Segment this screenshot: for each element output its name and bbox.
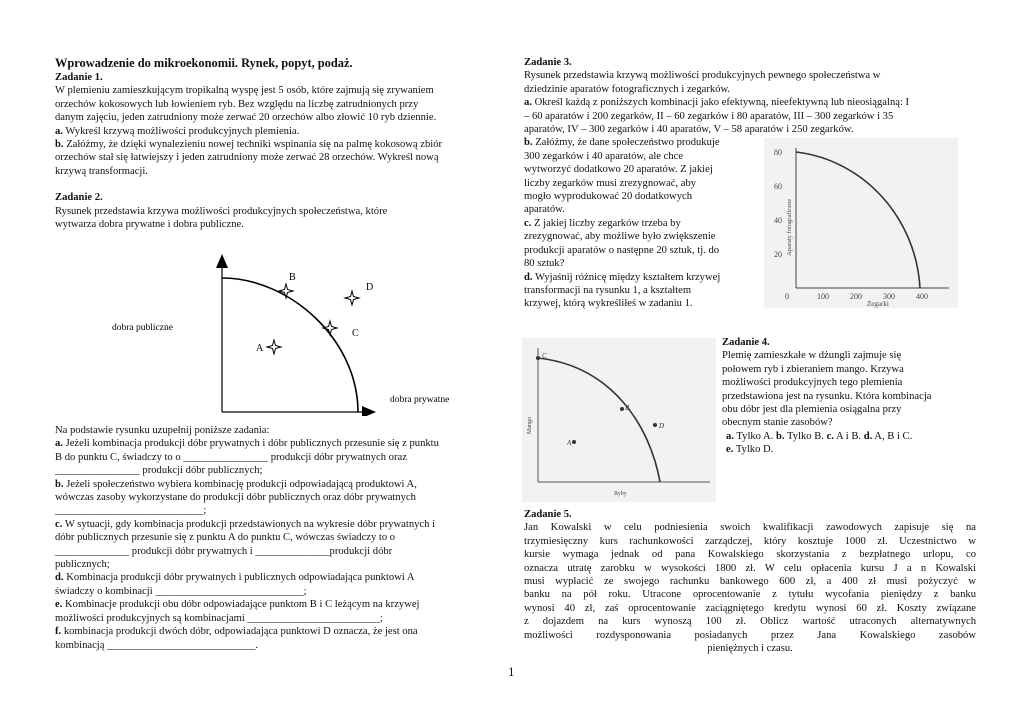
label-b: B [289, 272, 296, 283]
y-axis-arrow [216, 254, 228, 268]
task2-d: d. Kombinacja produkcji dóbr prywatnych i publicznych odpowiadająca punktowi A [55, 572, 415, 584]
task2-line: ____________________________; [55, 505, 207, 517]
x-axis-label: dobra prywatne [390, 395, 450, 405]
task3-bcd [524, 136, 764, 310]
point-a [572, 440, 576, 444]
task3-line: 80 sztuk? [524, 258, 565, 270]
task2-questions [55, 424, 495, 652]
task2-c: c. W sytuacji, gdy kombinacja produkcji przedstawionych na wykresie dóbr prywatnych i [55, 518, 436, 530]
x-axis-label: Ryby [614, 491, 627, 497]
point-d [653, 423, 657, 427]
task2-line: ________________ produkcji dóbr publicznych; [55, 465, 263, 477]
task5-line: banku na pół roku. Utracone oprocentowanie z tytułu wycofania pieniędzy z banku [524, 589, 976, 601]
label-c: C [542, 352, 547, 360]
task2-b: b. Jeżeli społeczeństwo wybiera kombinację produkcji odpowiadającą produktowi A, [55, 478, 417, 490]
label-a: A [567, 439, 572, 447]
task1-b: b. Załóżmy, że dzięki wynalezieniu nowej techniki wspinania się na palmę kokosową zbiór [55, 139, 443, 151]
ppf-curve [222, 278, 358, 412]
task2-a: a. Jeżeli kombinacja produkcji dóbr prywatnych i dóbr publicznych przesunie się z punktu [55, 438, 439, 450]
task5-line: musi wypłacić ze swojego rachunku bankowego 600 zł, a 400 zł musi pożyczyć w [524, 576, 976, 588]
task3-line: aparatów. [524, 204, 565, 216]
task2-intro: Na podstawie rysunku uzupełnij poniższe zadania: [55, 425, 270, 436]
task5-line: trzymiesięczny kurs rachunkowości zarządczej, który kosztuje 1000 zł. Uczestnictwo w [524, 535, 976, 547]
left-column [55, 56, 495, 231]
point-a-star [267, 340, 281, 354]
task3-line: dziedzinie aparatów fotograficznych i zegarków. [524, 83, 731, 95]
task1-line: orzechów kokosowych lub łowieniem ryb. Bez względu na liczbę zatrudnionych przy [55, 98, 419, 110]
task1-heading: Zadanie 1. [55, 72, 103, 83]
task3-line: krzywej, którą wykreśliłeś w zadaniu 1. [524, 298, 693, 310]
task4-text [722, 336, 982, 457]
ppf-curve [538, 358, 660, 482]
task5-line: pieniężnych i czasu. [707, 643, 793, 655]
task2-line: ______________ produkcji dóbr prywatnych i ______________produkcji dóbr [55, 545, 393, 557]
label-d: D [366, 282, 374, 293]
y-tick: 40 [774, 216, 782, 225]
task4-line: obu dóbr jest dla plemienia osiągalna przy [722, 404, 902, 416]
task5-line: Jan Kowalski w celu podniesienia swoich kwalifikacji zawodowych zapisuje się na [524, 522, 976, 534]
task2-line: dóbr publicznych przesunie się z punktu A do punktu C, wówczas świadczy to o [55, 532, 396, 544]
task3-line: produkcji aparatów o następne 20 sztuk, tj. do [524, 244, 720, 256]
y-axis-label: dobra publiczne [112, 323, 173, 333]
task3-b: b. Załóżmy, że dane społeczeństwo produkuje [524, 137, 720, 149]
ppf-diagram-public-private [100, 252, 470, 416]
task2-e: e. Kombinacje produkcji obu dóbr odpowiadające punktom B i C leżącym na krzywej [55, 599, 420, 611]
y-tick: 20 [774, 250, 782, 259]
task4-line: połowem ryb i zbieraniem mango. Krzywa [722, 363, 904, 375]
ppf-chart-mango-fish [522, 338, 716, 502]
task3-line: wytworzyć dodatkowo 20 aparatów. Z jakiej [524, 164, 713, 176]
task5-line: z dojazdem na kurs wynoszą 100 zł. Oblicz wartość utraconych alternatywnych [524, 616, 976, 628]
x-tick: 400 [916, 292, 928, 301]
task3-line: transformacji na rysunku 1, a kształtem [524, 284, 692, 296]
point-b [620, 407, 624, 411]
task3-line: liczby zegarków musi zrezygnować, aby [524, 177, 697, 189]
task4-line: możliwości produkcyjnych tego plemienia [722, 377, 903, 389]
page-number: 1 [508, 664, 515, 679]
x-tick: 0 [785, 292, 789, 301]
task3-line: – 60 aparatów i 200 zegarków, II – 60 zegarków i 80 aparatów, III – 300 zegarków i 35 [524, 110, 894, 122]
task5-line: kursie wymaga jednak od pana Kowalskiego skorzystania z bezpłatnego urlopu, co [524, 549, 976, 561]
x-tick: 300 [883, 292, 895, 301]
task2-f: f. kombinacja produkcji dwóch dóbr, odpowiadająca punktowi D oznacza, że jest ona [55, 626, 418, 638]
task2-line: świadczy o kombinacji ____________________________; [55, 585, 307, 597]
x-tick: 100 [817, 292, 829, 301]
label-b: B [625, 404, 630, 412]
task3-c: c. Z jakiej liczby zegarków trzeba by [524, 217, 681, 229]
x-tick: 200 [850, 292, 862, 301]
task1-a: a. Wykreśl krzywą możliwości produkcyjnych plemienia. [55, 125, 300, 137]
task4-line: przedstawiona jest na rysunku. Która kombinacja [722, 390, 932, 402]
y-tick: 80 [774, 148, 782, 157]
task5-body [524, 521, 976, 655]
task1-line: W plemieniu zamieszkującym tropikalną wyspę jest 5 osób, które zajmują się zrywaniem [55, 85, 434, 97]
y-axis-label: Mango [527, 417, 533, 434]
task1-line: danym zajęciu, jeden zatrudniony może zerwać 20 orzechów albo złowić 10 ryb dziennie. [55, 112, 437, 124]
task3-line: zrezygnować, aby możliwe było zwiększenie [524, 231, 716, 243]
task1-line: orzechów stał się łatwiejszy i jeden zatrudniony może zerwać 28 orzechów. Wykreśl nową [55, 152, 439, 164]
task4-options: a. Tylko A. b. Tylko B. c. A i B. d. A, B i C. [726, 430, 913, 442]
label-d: D [659, 422, 665, 430]
task5-line: oznacza utratę zarobku w wysokości 1800 zł. W celu opłacenia kursu J a n Kowalski [524, 562, 976, 574]
y-axis-label: Aparaty fotograficzne [786, 198, 793, 256]
task3-line: 300 zegarków i 40 aparatów, ale chce [524, 150, 684, 162]
task4-line: Plemię zamieszkałe w dżungli zajmuje się [722, 350, 902, 362]
task3-line: mogło wyprodukować 20 dodatkowych [524, 191, 692, 203]
task3-a: a. Określ każdą z poniższych kombinacji jako efektywną, nieefektywną lub nieosiągalną: I [524, 97, 910, 109]
task2-heading: Zadanie 2. [55, 192, 103, 204]
task5 [524, 508, 976, 655]
task4-line: obecnym stanie zasobów? [722, 417, 833, 429]
task2-line: publicznych; [55, 559, 110, 571]
task2-line: Rysunek przedstawia krzywa możliwości produkcyjnych społeczeństwa, które [55, 205, 388, 217]
ppf-curve [796, 152, 920, 288]
x-axis-arrow [362, 406, 376, 416]
label-c: C [352, 328, 359, 339]
task2-line: B do punktu C, świadczy to o ________________ produkcji dóbr prywatnych oraz [55, 451, 407, 463]
task5-heading: Zadanie 5. [524, 509, 572, 520]
task5-line: wynosi 40 zł, zaś oprocentowanie zaciągniętego kredytu wynosi 60 zł. Koszty związane [524, 602, 976, 614]
task2-line: kombinacją ____________________________. [55, 639, 259, 651]
task5-line: możliwości rozdysponowania posiadanych przez Jana Kowalskiego zasobów [524, 629, 976, 641]
point-d-star [345, 291, 359, 305]
task2-line: wytwarza dobra prywatne i dobra publiczne. [55, 219, 244, 231]
task4-option-e: e. Tylko D. [726, 444, 774, 456]
x-axis-label: Zegarki [867, 300, 889, 308]
ppf-chart-cameras-watches [764, 138, 958, 308]
page-title: Wprowadzenie do mikroekonomii. Rynek, popyt, podaż. [55, 56, 353, 70]
point-c [536, 356, 540, 360]
task3-line: aparatów, IV – 300 zegarków i 40 aparatów, V – 58 aparatów i 250 zegarków. [524, 124, 854, 136]
task2-line: możliwości produkcyjnych są kombinacjami _________________________; [55, 612, 383, 624]
task3-line: Rysunek przedstawia krzywą możliwości produkcyjnych pewnego społeczeństwa w [524, 70, 881, 82]
task4-heading: Zadanie 4. [722, 337, 770, 348]
label-a: A [256, 343, 264, 354]
task3-d: d. Wyjaśnij różnicę między kształtem krzywej [524, 271, 721, 283]
task3-heading: Zadanie 3. [524, 57, 572, 68]
task2-line: wówczas zasoby wykorzystane do produkcji dóbr publicznych oraz dóbr prywatnych [55, 492, 416, 504]
task1-line: krzywą transformacji. [55, 165, 148, 177]
y-tick: 60 [774, 182, 782, 191]
